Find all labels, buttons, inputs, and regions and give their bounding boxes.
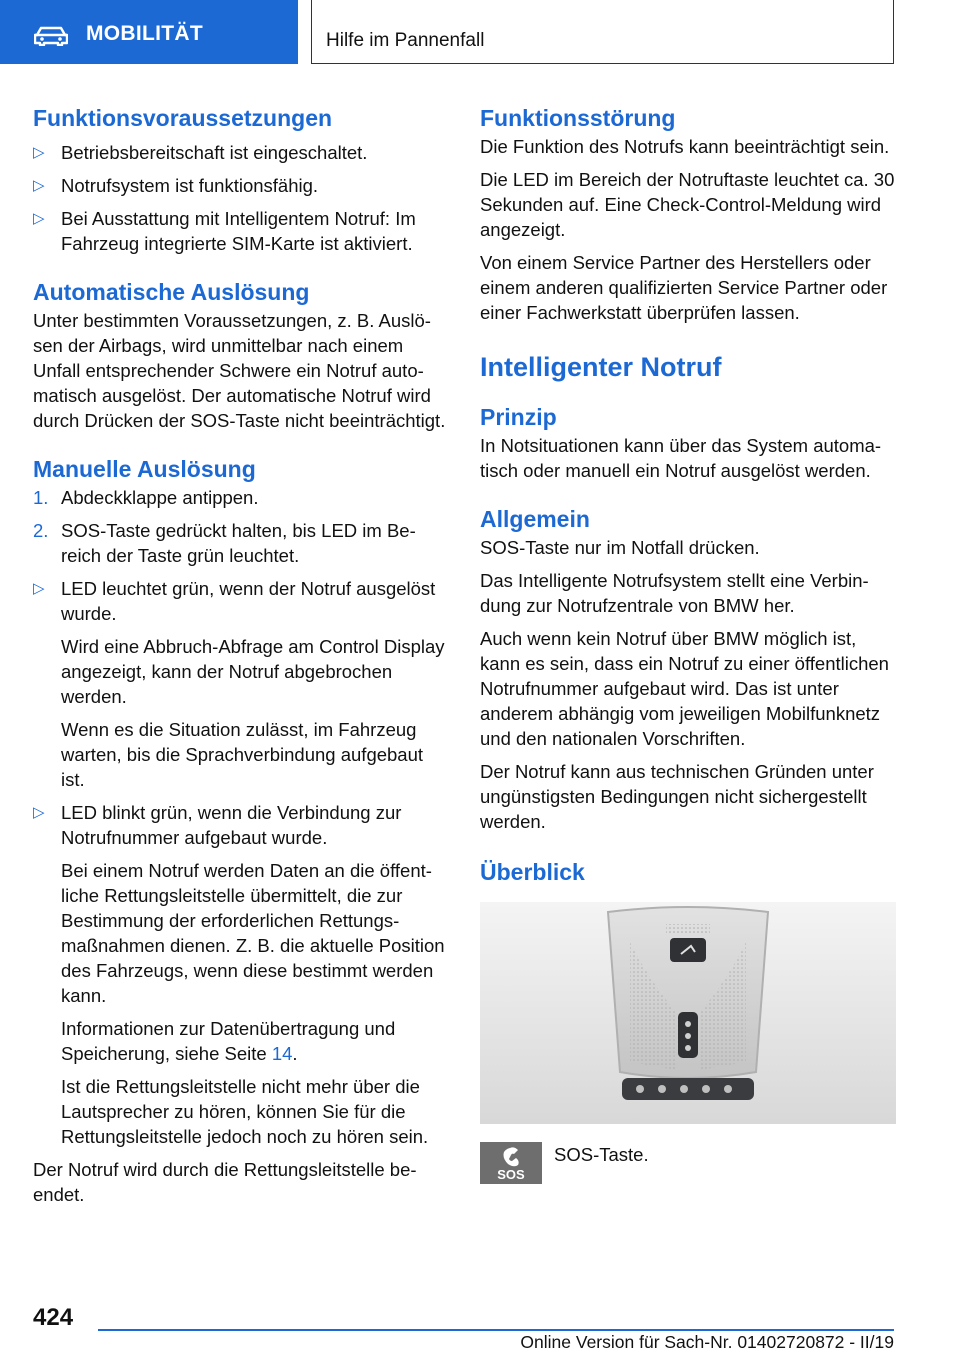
list-item: ▷ Betriebsbereitschaft ist eingeschaltet. (33, 142, 368, 163)
list-item: ▷ LED blinkt grün, wenn die Verbindung zur Notrufnummer aufgebaut wurde. Bei einem Notruf werden Daten an die öffentliche Rettungsleitstelle übermittelt, die zur Bestimmung der erforderlichen Rettungsmaßnahmen dienen. Z. B. die aktuelle Position des Fahrzeugs, wenn diese bestimmt werden kann. Informationen zur Datenübertragung und Speicherung, siehe Seite 14. Ist die Rettungsleitstelle nicht mehr über die Lautsprecher zu hören, können Sie für die Rettungsleitstelle jedoch noch zu hören sein. (33, 802, 445, 1147)
automatic-text: Unter bestimmten Voraussetzungen, z. B. Auslösen der Airbags, wird unmittelbar nach einem Unfall entsprechender Schwere ein Notruf automatisch ausgelöst. Der automatische Notruf wird durch Drücken der SOS-Taste nicht beeinträchtigt. (33, 310, 446, 431)
sos-button-icon (480, 1142, 542, 1184)
section-title: MOBILITÄT (86, 22, 204, 45)
fault-text: Die Funktion des Notrufs kann beeinträchtigt sein. (480, 136, 890, 157)
fault-text: Von einem Service Partner des Herstellers oder einem anderen qualifizierten Service Partner oder einer Fachwerkstatt überprüfen lassen. (480, 252, 888, 323)
general-text: SOS-Taste nur im Notfall drücken. (480, 537, 760, 558)
step-item: 1. Abdeckklappe antippen. (33, 487, 259, 508)
footer-divider (98, 1329, 894, 1331)
page-link[interactable]: 14 (271, 1043, 293, 1064)
triangle-bullet-icon: ▷ (33, 144, 45, 161)
heading-manual: Manuelle Auslösung (33, 456, 256, 482)
end-text: Der Notruf wird durch die Rettungsleitstelle beendet. (33, 1159, 417, 1205)
chapter-title: Hilfe im Pannenfall (326, 30, 485, 51)
roof-console-photo (480, 902, 896, 1124)
triangle-bullet-icon: ▷ (33, 210, 45, 227)
page-number: 424 (33, 1304, 74, 1331)
heading-fault: Funktionsstörung (480, 105, 676, 131)
list-item: ▷ LED leuchtet grün, wenn der Notruf ausgelöst wurde. Wird eine Abbruch-Abfrage am Control Display angezeigt, kann der Notruf abgebrochen werden. Wenn es die Situation zulässt, im Fahrzeug warten, bis die Sprachverbindung aufgebaut ist. (33, 578, 445, 790)
heading-requirements: Funktionsvoraussetzungen (33, 105, 333, 131)
triangle-bullet-icon: ▷ (33, 177, 45, 194)
list-item: ▷ Bei Ausstattung mit Intelligentem Notruf: Im Fahrzeug integrierte SIM-Karte ist aktiviert. (33, 208, 416, 254)
principle-text: In Notsituationen kann über das System automatisch oder manuell ein Notruf ausgelöst werden. (480, 435, 882, 481)
triangle-bullet-icon: ▷ (33, 580, 45, 597)
triangle-bullet-icon: ▷ (33, 804, 45, 821)
general-text: Auch wenn kein Notruf über BMW möglich ist, kann es sein, dass ein Notruf zu einer öffentlichen Notrufnummer aufgebaut wird. Das ist unter anderem abhängig vom jeweiligen Mobilfunknetz und den nationalen Vorschriften. (480, 628, 889, 749)
sos-caption: SOS-Taste. (554, 1144, 649, 1165)
car-icon (34, 26, 68, 46)
heading-intelligent-call: Intelligenter Notruf (480, 352, 722, 382)
sos-legend (480, 1142, 896, 1206)
footer-text: Online Version für Sach-Nr. 01402720872 - II/19 (520, 1332, 894, 1352)
svg-text:SOS: SOS (497, 1167, 525, 1182)
fault-text: Die LED im Bereich der Notruftaste leuchtet ca. 30 Sekunden auf. Eine Check-Control-Meldung wird angezeigt. (480, 169, 895, 240)
general-text: Der Notruf kann aus technischen Gründen unter ungünstigsten Bedingungen nicht sichergestellt werden. (480, 761, 874, 832)
heading-general: Allgemein (480, 506, 590, 532)
heading-automatic: Automatische Auslösung (33, 279, 310, 305)
general-text: Das Intelligente Notrufsystem stellt eine Verbindung zur Notrufzentrale von BMW her. (480, 570, 869, 616)
chapter-header (311, 0, 894, 64)
left-column (33, 102, 449, 1207)
heading-principle: Prinzip (480, 404, 557, 430)
list-item: ▷ Notrufsystem ist funktionsfähig. (33, 175, 319, 196)
heading-overview: Überblick (480, 859, 585, 885)
section-tab[interactable] (0, 0, 298, 64)
roof-console-illustration (480, 902, 896, 1124)
right-column (480, 102, 896, 1206)
step-item: 2. SOS-Taste gedrückt halten, bis LED im Bereich der Taste grün leuchtet. (33, 520, 416, 566)
